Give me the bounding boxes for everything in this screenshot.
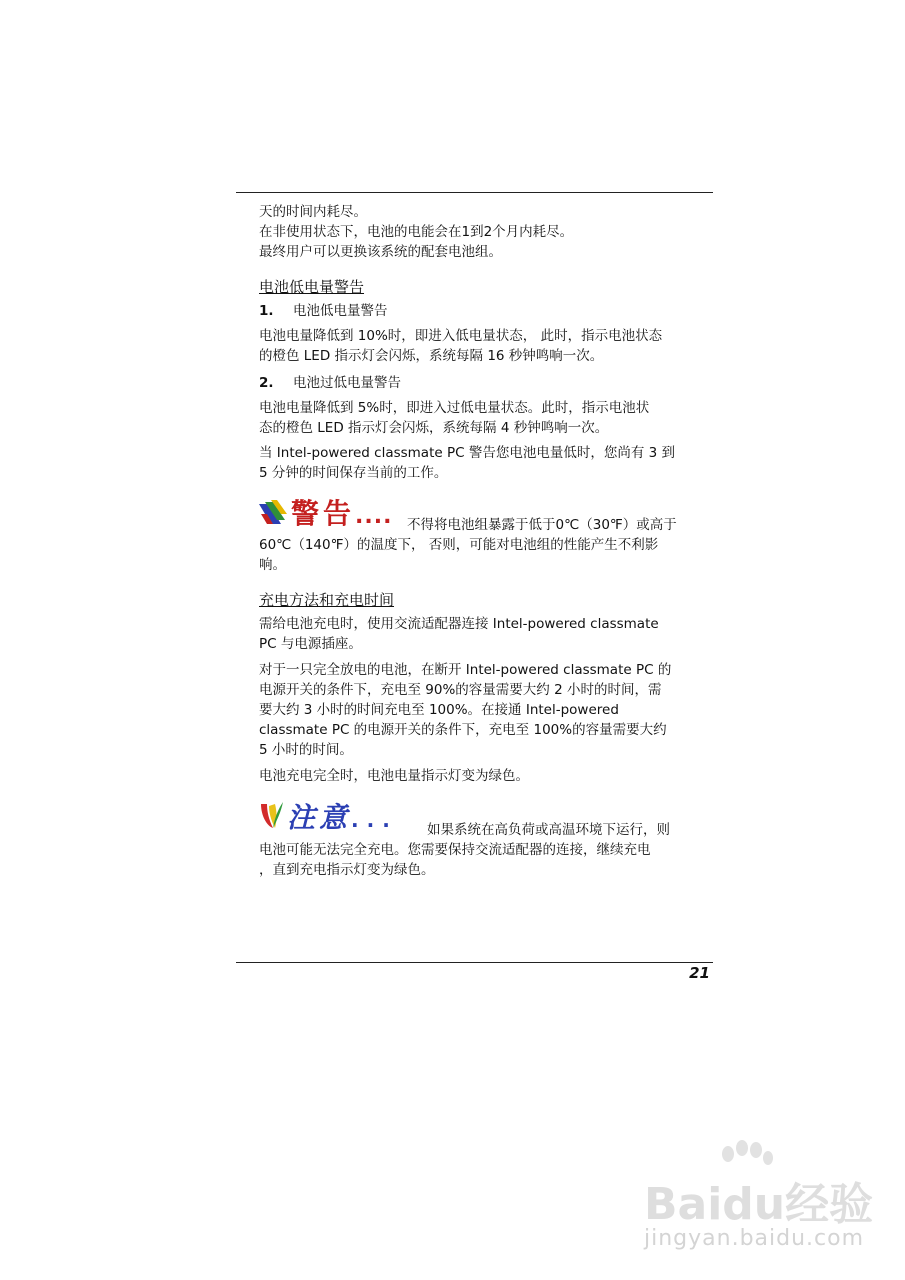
- charging-paragraph-1: [259, 614, 711, 654]
- item-heading-2: [259, 373, 711, 393]
- charging-section: [259, 590, 711, 786]
- intro-line: 最终用户可以更换该系统的配套电池组。: [259, 244, 502, 260]
- intro-line: 在非使用状态下，电池的电能会在1到2个月内耗尽。: [259, 224, 574, 240]
- paragraph-line: 5 小时的时间。: [259, 742, 353, 758]
- low-battery-section: [259, 277, 711, 483]
- top-rule: [236, 192, 713, 193]
- note-line: 电池可能无法完全充电。您需要保持交流适配器的连接，继续充电: [259, 842, 651, 858]
- baidu-watermark: [644, 1140, 874, 1270]
- paragraph-line: PC 与电源插座。: [259, 636, 362, 652]
- note-leaf-icon: [259, 800, 285, 830]
- paragraph-line: 要大约 3 小时的时间充电至 100%。在接通 Intel-powered: [259, 702, 619, 718]
- watermark-brand: Baidu经验: [644, 1179, 874, 1230]
- note-line: ，直到充电指示灯变为绿色。: [259, 862, 435, 878]
- warning-line: 不得将电池组暴露于低于0℃（30℉）或高于: [407, 517, 677, 533]
- item-heading-text: 电池过低电量警告: [293, 375, 401, 391]
- section-title-low-battery: 电池低电量警告: [259, 278, 365, 296]
- note-label-group: [287, 796, 398, 836]
- page-number: 21: [689, 964, 710, 982]
- note-callout: [259, 798, 711, 878]
- item-heading-1: [259, 301, 711, 321]
- charging-paragraph-2: [259, 660, 711, 760]
- warning-callout: [259, 496, 711, 576]
- bottom-rule: [236, 962, 713, 963]
- item-paragraph-1: [259, 326, 711, 366]
- warning-line: 响。: [259, 557, 286, 573]
- paragraph-line: 需给电池充电时，使用交流适配器连接 Intel-powered classmate: [259, 616, 659, 632]
- section-title-charging: 充电方法和充电时间: [259, 591, 395, 609]
- closing-paragraph: [259, 443, 711, 483]
- paragraph-line: 电源开关的条件下，充电至 90%的容量需要大约 2 小时的时间，需: [259, 682, 662, 698]
- charging-paragraph-3: 电池充电完全时，电池电量指示灯变为绿色。: [259, 768, 529, 784]
- item-heading-text: 电池低电量警告: [293, 303, 388, 319]
- paragraph-line: 当 Intel-powered classmate PC 警告您电池电量低时，您尚有 3 到: [259, 445, 676, 461]
- item-number: 1.: [259, 303, 274, 319]
- paragraph-line: 的橙色 LED 指示灯会闪烁，系统每隔 16 秒钟鸣响一次。: [259, 348, 604, 364]
- paragraph-line: 对于一只完全放电的电池，在断开 Intel-powered classmate PC 的: [259, 662, 672, 678]
- paragraph-line: 电池电量降低到 10%时，即进入低电量状态， 此时，指示电池状态: [259, 328, 663, 344]
- warning-label-group: [291, 492, 392, 532]
- warning-label: 警告: [291, 497, 356, 530]
- warning-line: 60℃（140℉）的温度下， 否则，可能对电池组的性能产生不利影: [259, 537, 659, 553]
- intro-block: [259, 202, 711, 262]
- intro-line: 天的时间内耗尽。: [259, 204, 367, 220]
- paragraph-line: 态的橙色 LED 指示灯会闪烁，系统每隔 4 秒钟鸣响一次。: [259, 420, 609, 436]
- note-dots: ...: [351, 808, 398, 832]
- item-paragraph-2: [259, 398, 711, 438]
- paragraph-line: classmate PC 的电源开关的条件下，充电至 100%的容量需要大约: [259, 722, 667, 738]
- paragraph-line: 电池电量降低到 5%时，即进入过低电量状态。此时，指示电池状: [259, 400, 650, 416]
- warning-dots: ....: [355, 504, 393, 529]
- warning-stripes-icon: [259, 500, 289, 526]
- item-number: 2.: [259, 375, 274, 391]
- note-line: 如果系统在高负荷或高温环境下运行，则: [427, 822, 670, 838]
- paragraph-line: 5 分钟的时间保存当前的工作。: [259, 465, 448, 481]
- note-label: 注意: [287, 801, 352, 834]
- watermark-url: jingyan.baidu.com: [644, 1226, 865, 1251]
